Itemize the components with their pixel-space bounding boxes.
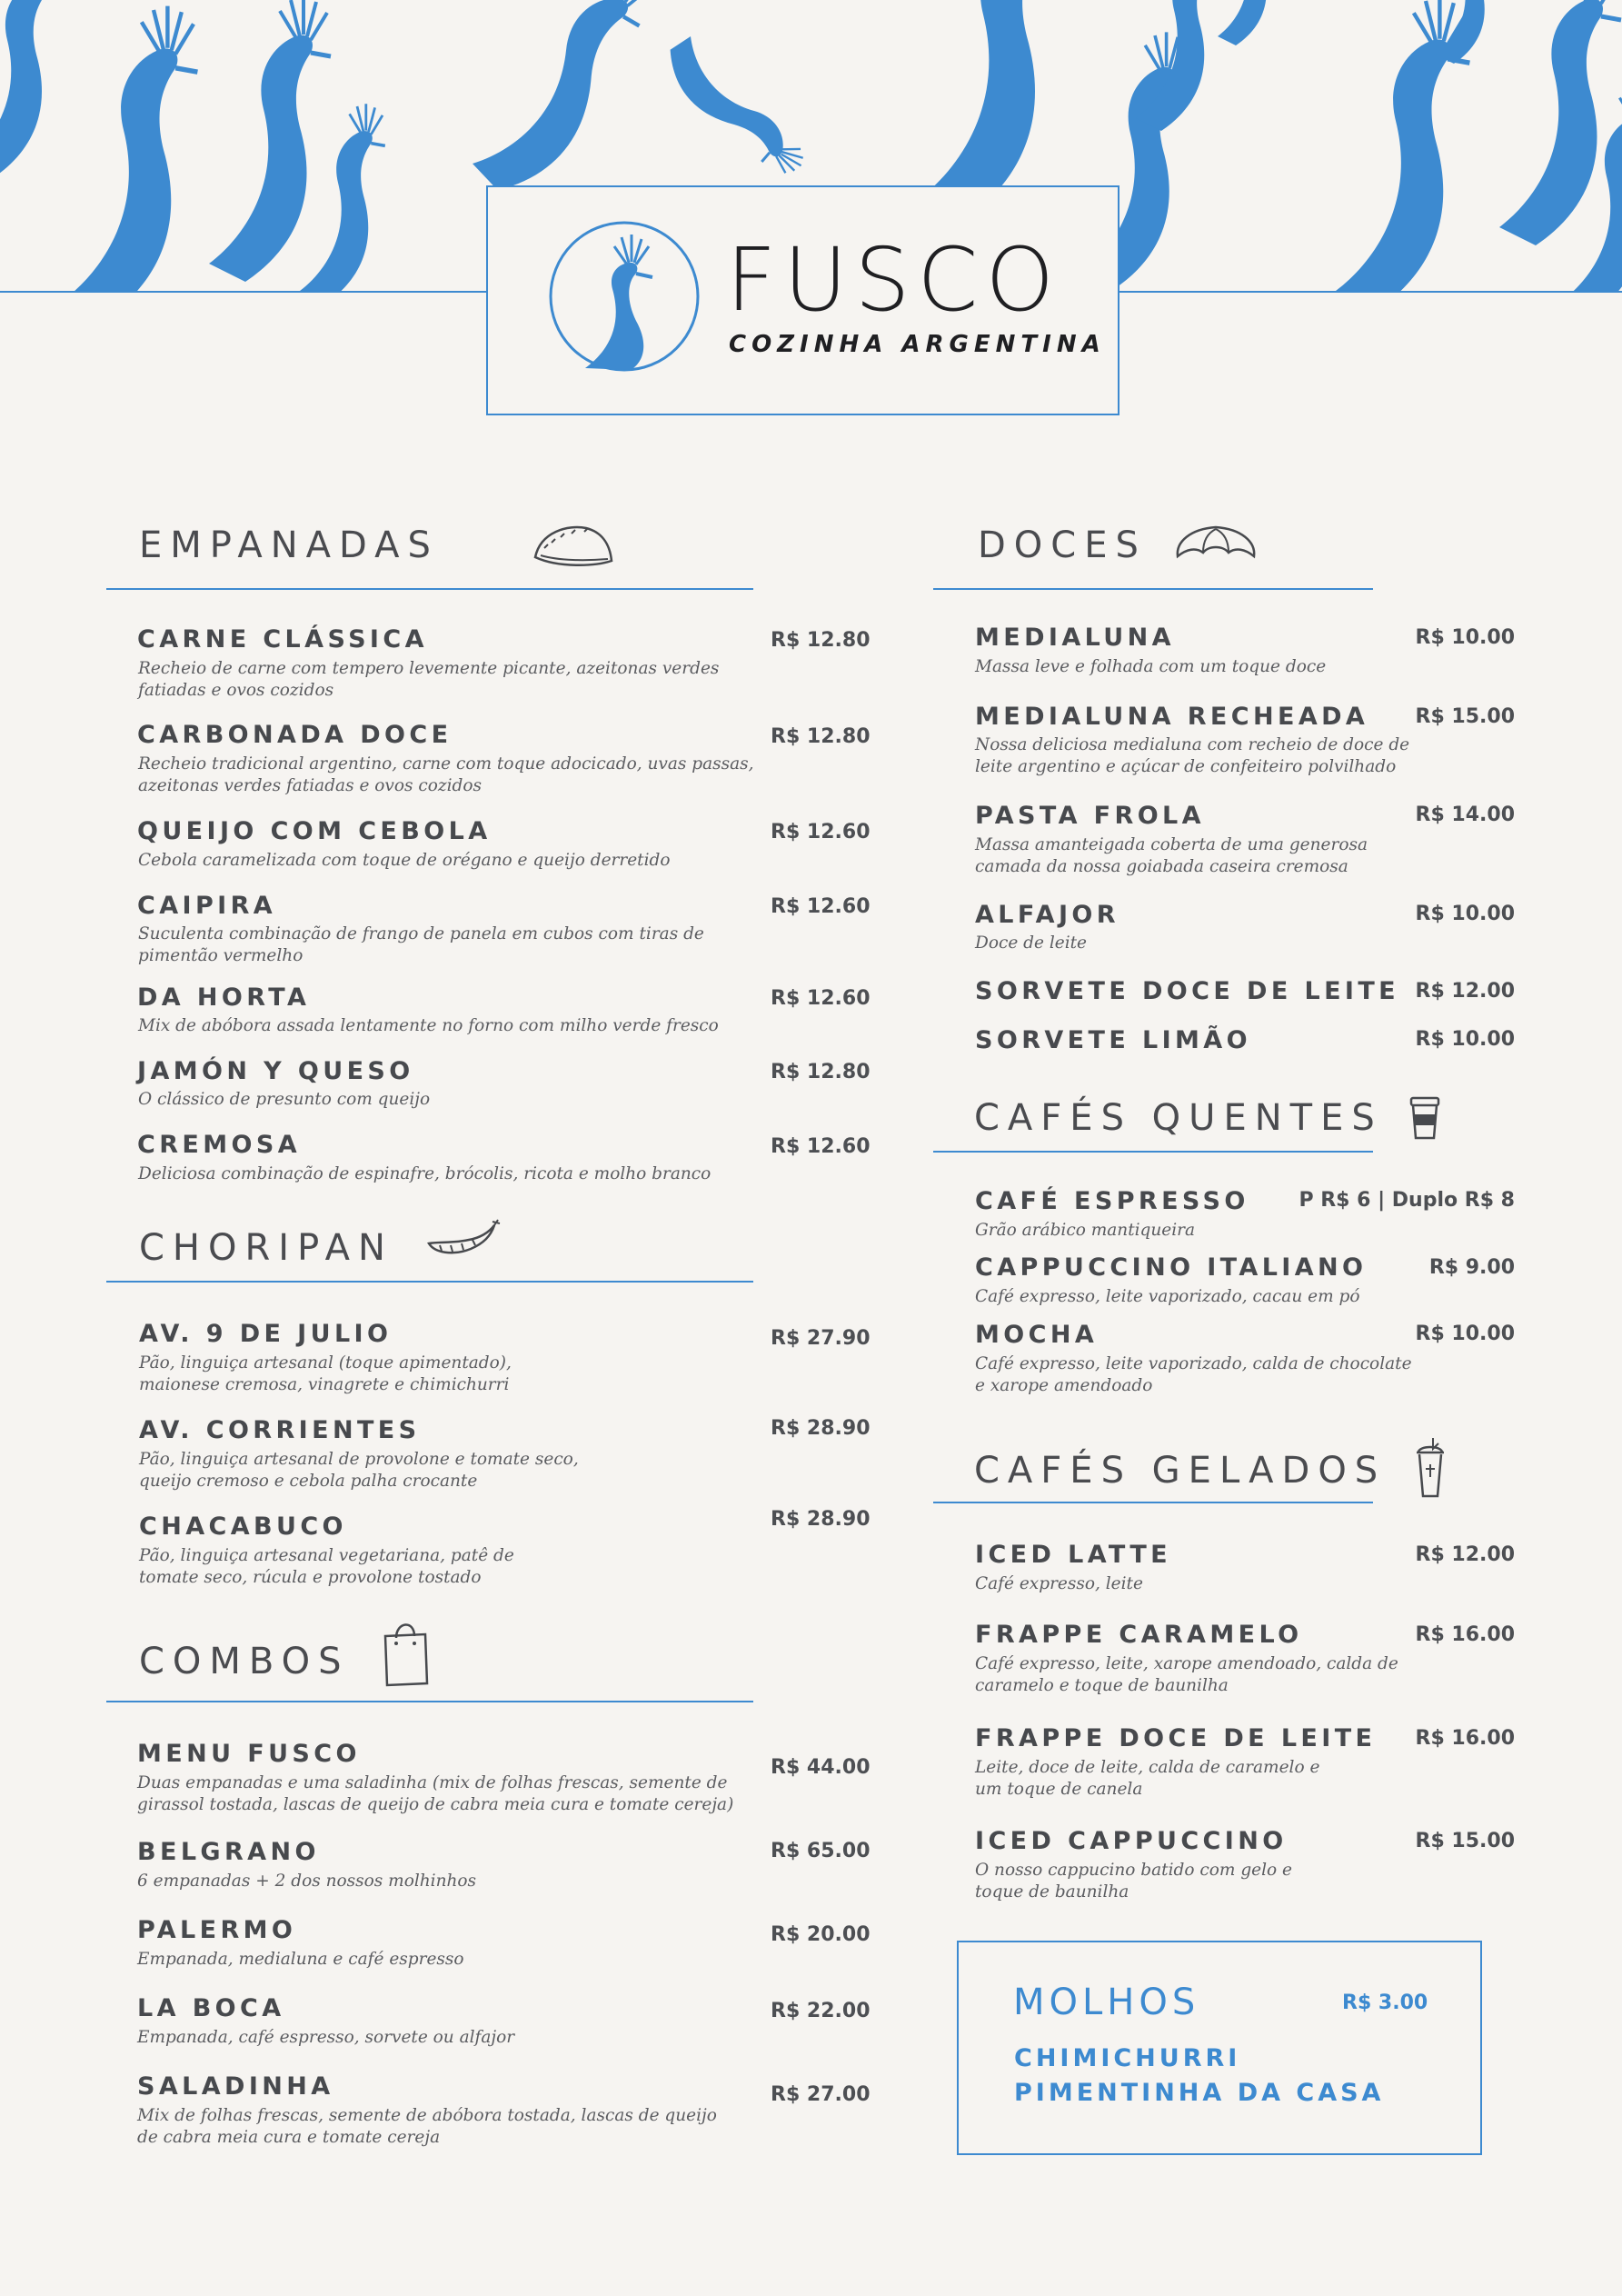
section-rule-cafes-quentes	[933, 1151, 1373, 1153]
item-name-iced-latte: ICED LATTE	[975, 1541, 1172, 1569]
item-desc-menu-fusco: Duas empanadas e uma saladinha (mix de folhas frescas, semente de girassol tostada, lascas de queijo de cabra meia cura e tomate cereja)	[137, 1773, 734, 1814]
item-name-medialuna-recheada: MEDIALUNA RECHEADA	[975, 703, 1369, 731]
item-price-queijo-com-cebola: R$ 12.60	[771, 821, 871, 844]
item-name-cappuccino-italiano: CAPPUCCINO ITALIANO	[975, 1253, 1368, 1282]
item-desc-queijo-com-cebola: Cebola caramelizada com toque de orégano e queijo derretido	[138, 851, 671, 870]
empanada-icon	[532, 521, 615, 572]
item-price-sorvete-limao: R$ 10.00	[1415, 1028, 1515, 1051]
item-price-medialuna-recheada: R$ 15.00	[1415, 705, 1515, 728]
item-desc-mocha: Café expresso, leite vaporizado, calda de chocolate e xarope amendoado	[975, 1354, 1412, 1395]
item-desc-caipira: Suculenta combinação de frango de panela em cubos com tiras de pimentão vermelho	[138, 924, 704, 965]
item-desc-av-corrientes: Pão, linguiça artesanal de provolone e tomate seco, queijo cremoso e cebola palha crocante	[139, 1450, 579, 1491]
logo-box	[486, 185, 1119, 415]
item-name-mocha: MOCHA	[975, 1321, 1099, 1349]
item-desc-saladinha: Mix de folhas frescas, semente de abóbora tostada, lascas de queijo de cabra meia cura e tomate cereja	[137, 2106, 717, 2147]
item-name-da-horta: DA HORTA	[137, 983, 311, 1012]
item-desc-carne-classica: Recheio de carne com tempero levemente picante, azeitonas verdes fatiadas e ovos cozidos	[138, 659, 720, 700]
molhos-title: MOLHOS	[1013, 1982, 1200, 2023]
item-desc-la-boca: Empanada, café espresso, sorvete ou alfajor	[137, 2028, 515, 2047]
item-name-chacabuco: CHACABUCO	[139, 1512, 347, 1541]
item-desc-chacabuco: Pão, linguiça artesanal vegetariana, patê de tomate seco, rúcula e provolone tostado	[139, 1546, 514, 1587]
item-name-la-boca: LA BOCA	[137, 1994, 285, 2022]
item-name-frappe-doce-de-leite: FRAPPE DOCE DE LEITE	[975, 1724, 1377, 1752]
item-name-jamon-y-queso: JAMÓN Y QUESO	[137, 1057, 414, 1085]
item-price-av-corrientes: R$ 28.90	[771, 1417, 871, 1440]
section-title-choripan: CHORIPAN	[139, 1227, 393, 1269]
item-desc-jamon-y-queso: O clássico de presunto com queijo	[138, 1090, 431, 1109]
item-price-mocha: R$ 10.00	[1415, 1323, 1515, 1345]
item-name-palermo: PALERMO	[137, 1916, 297, 1944]
item-price-menu-fusco: R$ 44.00	[771, 1756, 871, 1779]
section-rule-combos	[106, 1701, 753, 1702]
item-name-frappe-caramelo: FRAPPE CARAMELO	[975, 1621, 1303, 1649]
item-name-belgrano: BELGRANO	[137, 1838, 320, 1866]
item-name-iced-cappuccino: ICED CAPPUCCINO	[975, 1827, 1288, 1855]
item-desc-belgrano: 6 empanadas + 2 dos nossos molhinhos	[137, 1872, 477, 1891]
coffee-cup-icon	[1408, 1094, 1442, 1142]
section-title-doces: DOCES	[978, 524, 1147, 566]
section-title-cafes-gelados: CAFÉS GELADOS	[974, 1450, 1387, 1492]
section-rule-doces	[933, 588, 1373, 590]
item-price-frappe-caramelo: R$ 16.00	[1415, 1623, 1515, 1646]
croissant-icon	[1172, 522, 1259, 565]
item-price-caipira: R$ 12.60	[771, 895, 871, 918]
sausage-icon	[425, 1216, 502, 1263]
item-name-saladinha: SALADINHA	[137, 2072, 334, 2101]
item-name-caipira: CAIPIRA	[137, 892, 277, 920]
section-title-combos: COMBOS	[139, 1641, 350, 1682]
item-desc-medialuna-recheada: Nossa deliciosa medialuna com recheio de doce de leite argentino e açúcar de confeiteiro polvilhado	[975, 735, 1410, 776]
item-desc-frappe-doce-de-leite: Leite, doce de leite, calda de caramelo e um toque de canela	[975, 1758, 1320, 1799]
item-price-av-9-de-julio: R$ 27.90	[771, 1327, 871, 1350]
item-price-cappuccino-italiano: R$ 9.00	[1428, 1256, 1515, 1279]
item-price-saladinha: R$ 27.00	[771, 2083, 871, 2106]
item-price-carbonada-doce: R$ 12.80	[771, 725, 871, 748]
item-name-carne-classica: CARNE CLÁSSICA	[137, 625, 428, 654]
item-name-alfajor: ALFAJOR	[975, 901, 1119, 929]
molhos-item-chimichurri: CHIMICHURRI	[1014, 2044, 1241, 2072]
shopping-bag-icon	[382, 1618, 431, 1687]
section-title-cafes-quentes: CAFÉS QUENTES	[974, 1097, 1383, 1139]
item-name-carbonada-doce: CARBONADA DOCE	[137, 721, 453, 749]
item-desc-palermo: Empanada, medialuna e café espresso	[137, 1950, 464, 1969]
item-price-medialuna: R$ 10.00	[1415, 626, 1515, 649]
item-desc-medialuna: Massa leve e folhada com um toque doce	[975, 657, 1327, 676]
brand-name: FUSCO	[726, 229, 1062, 331]
section-rule-choripan	[106, 1281, 753, 1283]
section-title-empanadas: EMPANADAS	[139, 524, 439, 566]
molhos-price: R$ 3.00	[1342, 1992, 1428, 2014]
item-price-iced-cappuccino: R$ 15.00	[1415, 1830, 1515, 1852]
item-desc-da-horta: Mix de abóbora assada lentamente no forno com milho verde fresco	[138, 1016, 719, 1035]
item-desc-av-9-de-julio: Pão, linguiça artesanal (toque apimentado), maionese cremosa, vinagrete e chimichurri	[139, 1353, 512, 1394]
iced-coffee-icon	[1415, 1436, 1446, 1500]
item-price-sorvete-doce-de-leite: R$ 12.00	[1415, 980, 1515, 1003]
item-desc-cremosa: Deliciosa combinação de espinafre, brócolis, ricota e molho branco	[138, 1164, 711, 1183]
item-price-cremosa: R$ 12.60	[771, 1135, 871, 1158]
item-name-queijo-com-cebola: QUEIJO COM CEBOLA	[137, 817, 492, 845]
item-price-frappe-doce-de-leite: R$ 16.00	[1415, 1727, 1515, 1750]
item-name-medialuna: MEDIALUNA	[975, 624, 1175, 652]
item-desc-iced-latte: Café expresso, leite	[975, 1574, 1143, 1593]
item-price-jamon-y-queso: R$ 12.80	[771, 1061, 871, 1083]
item-name-pasta-frola: PASTA FROLA	[975, 802, 1205, 830]
section-rule-cafes-gelados	[933, 1502, 1373, 1503]
item-price-carne-classica: R$ 12.80	[771, 629, 871, 652]
item-price-cafe-espresso: P R$ 6 | Duplo R$ 8	[1299, 1189, 1515, 1212]
item-name-menu-fusco: MENU FUSCO	[137, 1740, 361, 1768]
item-name-sorvete-doce-de-leite: SORVETE DOCE DE LEITE	[975, 977, 1400, 1005]
item-price-iced-latte: R$ 12.00	[1415, 1543, 1515, 1566]
item-name-av-corrientes: AV. CORRIENTES	[139, 1416, 421, 1444]
item-name-sorvete-limao: SORVETE LIMÃO	[975, 1026, 1251, 1054]
item-price-palermo: R$ 20.00	[771, 1923, 871, 1946]
molhos-box	[957, 1941, 1482, 2155]
item-name-av-9-de-julio: AV. 9 DE JULIO	[139, 1320, 393, 1348]
item-price-alfajor: R$ 10.00	[1415, 903, 1515, 925]
item-desc-alfajor: Doce de leite	[975, 933, 1087, 953]
item-desc-iced-cappuccino: O nosso cappucino batido com gelo e toque de baunilha	[975, 1861, 1292, 1902]
item-price-da-horta: R$ 12.60	[771, 987, 871, 1010]
item-price-chacabuco: R$ 28.90	[771, 1508, 871, 1531]
peacock-icon	[549, 221, 700, 372]
item-name-cremosa: CREMOSA	[137, 1131, 302, 1159]
item-price-pasta-frola: R$ 14.00	[1415, 804, 1515, 826]
item-name-cafe-espresso: CAFÉ ESPRESSO	[975, 1187, 1249, 1215]
item-desc-frappe-caramelo: Café expresso, leite, xarope amendoado, calda de caramelo e toque de baunilha	[975, 1654, 1398, 1695]
brand-subtitle: COZINHA ARGENTINA	[729, 331, 1106, 358]
item-price-la-boca: R$ 22.00	[771, 2000, 871, 2022]
item-desc-carbonada-doce: Recheio tradicional argentino, carne com toque adocicado, uvas passas, azeitonas verdes fatiadas e ovos cozidos	[138, 754, 754, 795]
item-desc-pasta-frola: Massa amanteigada coberta de uma generosa camada da nossa goiabada caseira cremosa	[975, 835, 1368, 876]
item-price-belgrano: R$ 65.00	[771, 1840, 871, 1862]
item-desc-cafe-espresso: Grão arábico mantiqueira	[975, 1221, 1196, 1240]
section-rule-empanadas	[106, 588, 753, 590]
molhos-item-pimentinha: PIMENTINHA DA CASA	[1014, 2079, 1385, 2107]
item-desc-cappuccino-italiano: Café expresso, leite vaporizado, cacau em pó	[975, 1287, 1360, 1306]
